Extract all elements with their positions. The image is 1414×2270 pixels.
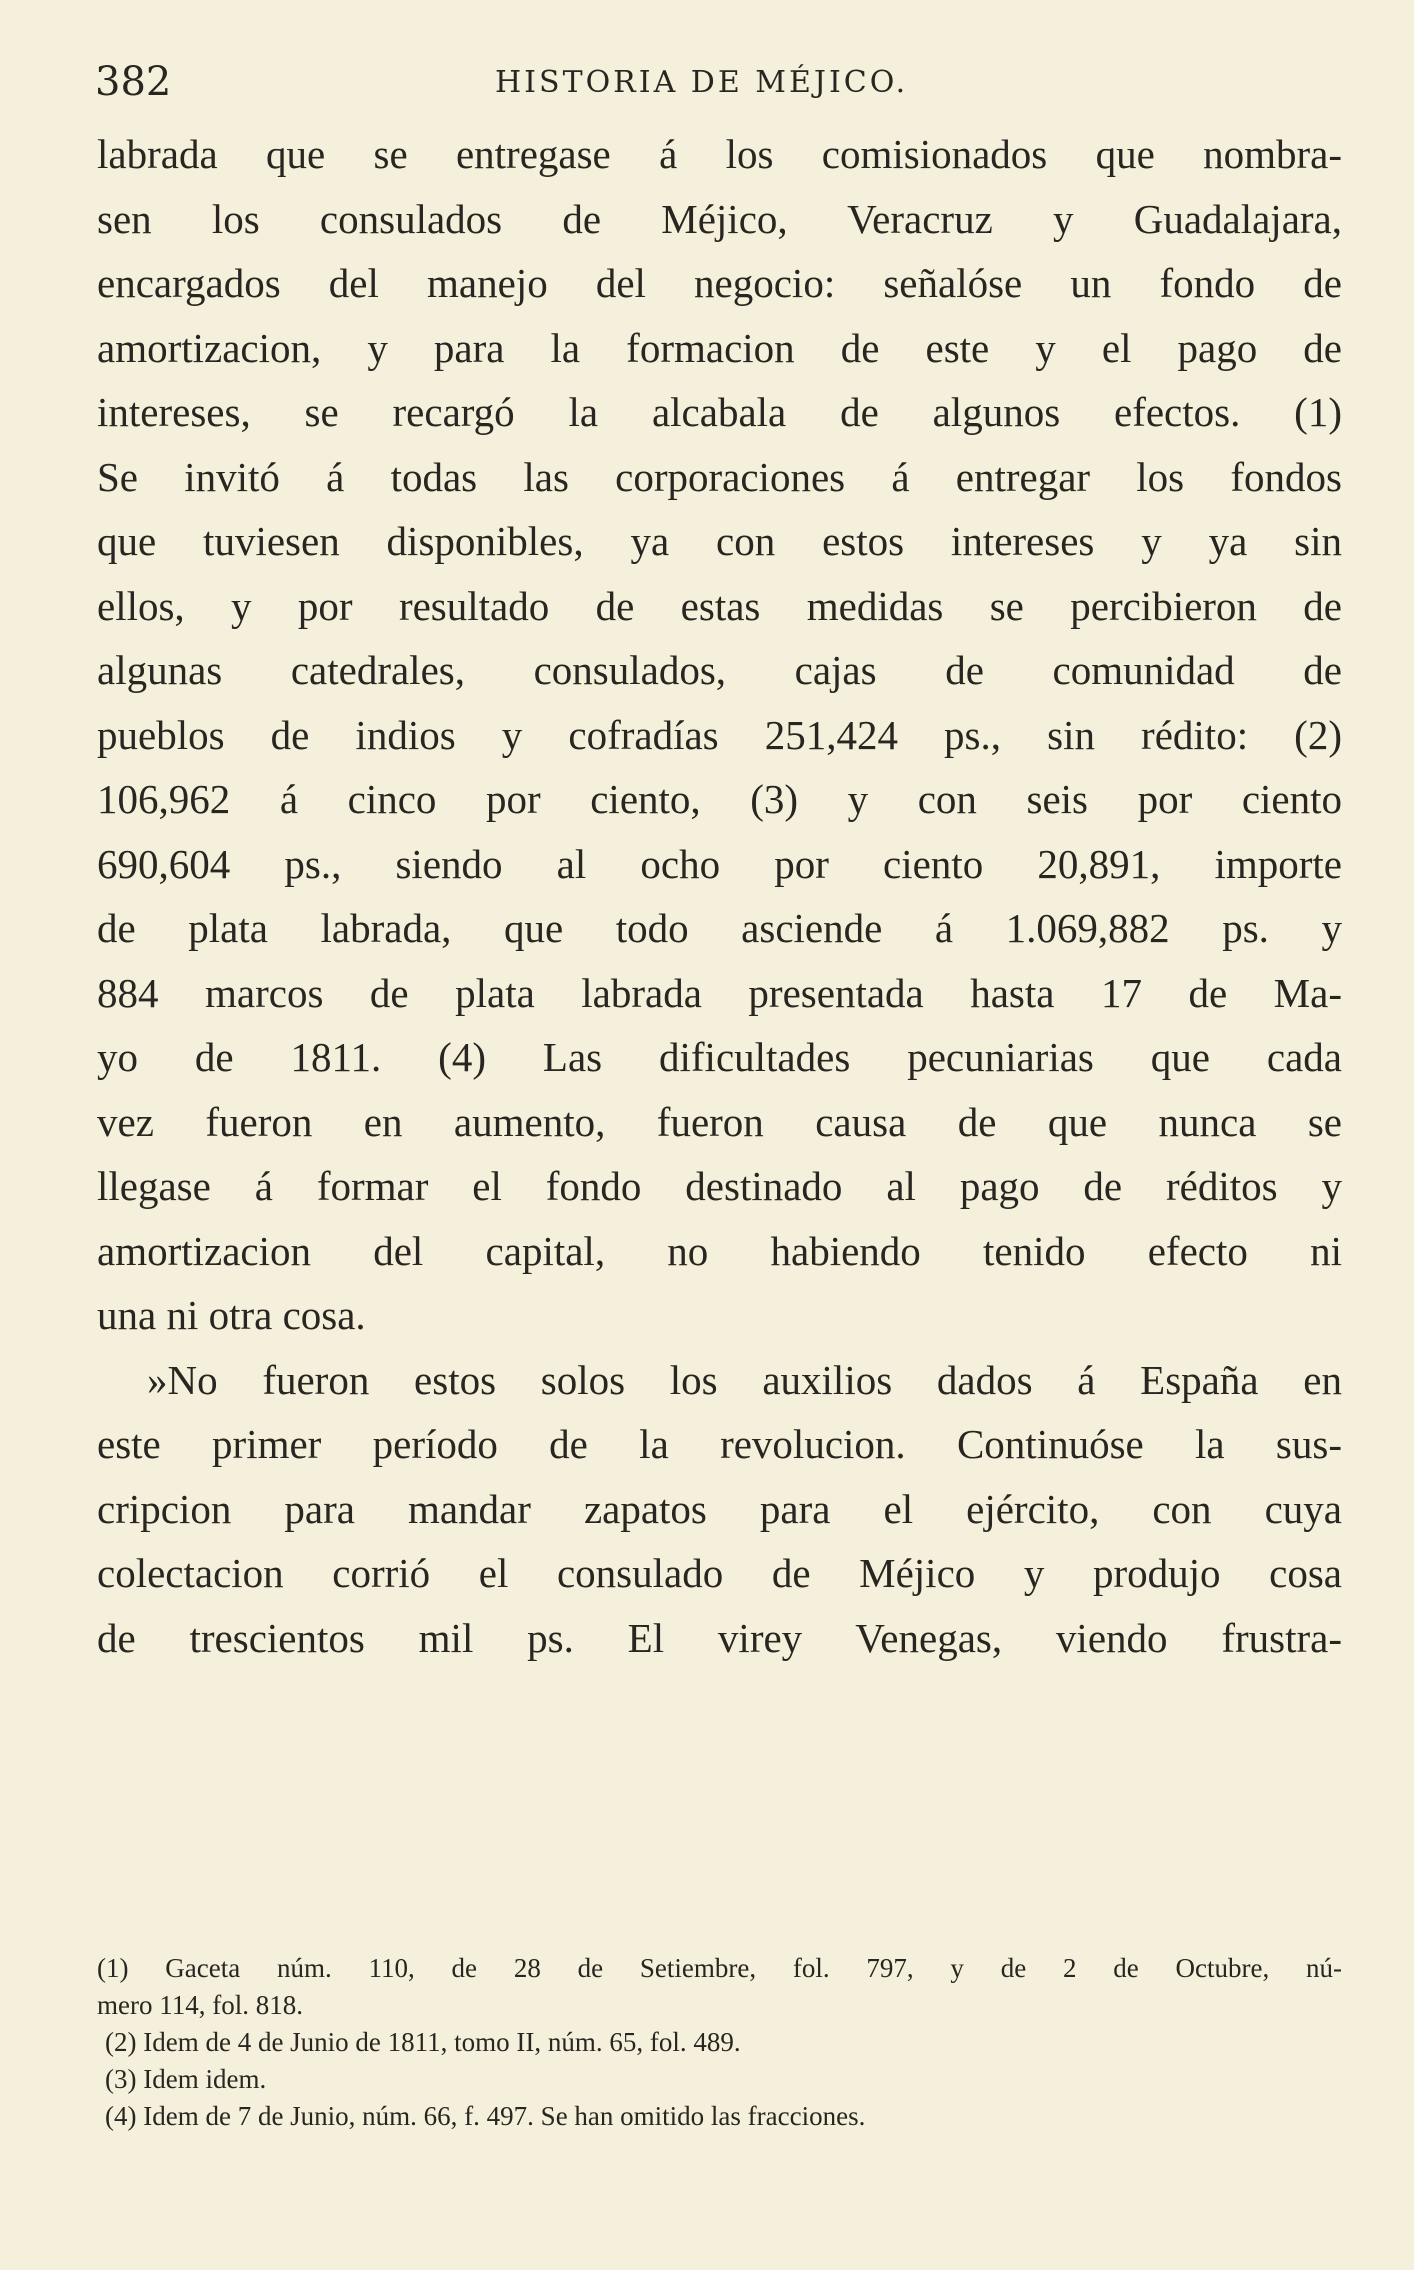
footnote-4: (4) Idem de 7 de Junio, núm. 66, f. 497. Se han omitido las fracciones. xyxy=(105,2101,866,2131)
footnote-2: (2) Idem de 4 de Junio de 1811, tomo II, núm. 65, fol. 489. xyxy=(105,2027,741,2057)
text-line: ellos, y por resultado de estas medidas se percibieron de xyxy=(97,582,1342,629)
text-line: sen los consulados de Méjico, Veracruz y Guadalajara, xyxy=(97,195,1342,242)
text-line: 690,604 ps., siendo al ocho por ciento 20,891, importe xyxy=(97,840,1342,887)
text-line: yo de 1811. (4) Las dificultades pecuniarias que cada xyxy=(97,1034,1342,1080)
text-line: 884 marcos de plata labrada presentada hasta 17 de Ma- xyxy=(97,969,1342,1016)
page-header xyxy=(95,52,1340,112)
text-line: cripcion para mandar zapatos para el ejército, con cuya xyxy=(97,1485,1342,1532)
running-title: HISTORIA DE MÉJICO. xyxy=(495,65,909,100)
text-line: vez fueron en aumento, fueron causa de que nunca se xyxy=(97,1098,1342,1145)
footnote-1-continuation: mero 114, fol. 818. xyxy=(97,1990,303,2020)
text-line: amortizacion, y para la formacion de este y el pago de xyxy=(97,324,1342,371)
text-line: encargados del manejo del negocio: señalóse un fondo de xyxy=(97,260,1342,306)
body-text xyxy=(97,122,1342,1670)
text-line: colectacion corrió el consulado de Méjico y produjo cosa xyxy=(97,1550,1342,1596)
footnotes xyxy=(97,1950,1342,2135)
text-line: Se invitó á todas las corporaciones á entregar los fondos xyxy=(97,453,1342,500)
text-line: que tuviesen disponibles, ya con estos intereses y ya sin xyxy=(97,518,1342,564)
page-number: 382 xyxy=(95,59,172,105)
text-line: algunas catedrales, consulados, cajas de comunidad de xyxy=(97,647,1342,693)
paragraph-start-line: »No fueron estos solos los auxilios dados á España en xyxy=(147,1356,1342,1403)
text-line: este primer período de la revolucion. Continuóse la sus- xyxy=(97,1421,1342,1467)
text-line: pueblos de indios y cofradías 251,424 ps., sin rédito: (2) xyxy=(97,711,1342,758)
text-line: llegase á formar el fondo destinado al pago de réditos y xyxy=(97,1163,1342,1209)
paragraph-end-line: una ni otra cosa. xyxy=(97,1292,366,1338)
text-line: 106,962 á cinco por ciento, (3) y con seis por ciento xyxy=(97,776,1342,822)
text-line: amortizacion del capital, no habiendo tenido efecto ni xyxy=(97,1227,1342,1274)
text-line: intereses, se recargó la alcabala de algunos efectos. (1) xyxy=(97,389,1342,435)
footnote-1: (1) Gaceta núm. 110, de 28 de Setiembre, fol. 797, y de 2 de Octubre, nú- xyxy=(97,1953,1342,1983)
text-line: de plata labrada, que todo asciende á 1.069,882 ps. y xyxy=(97,905,1342,951)
text-line: de trescientos mil ps. El virey Venegas, viendo frustra- xyxy=(97,1614,1342,1661)
text-line: labrada que se entregase á los comisionados que nombra- xyxy=(97,131,1342,177)
footnote-3: (3) Idem idem. xyxy=(105,2064,267,2094)
